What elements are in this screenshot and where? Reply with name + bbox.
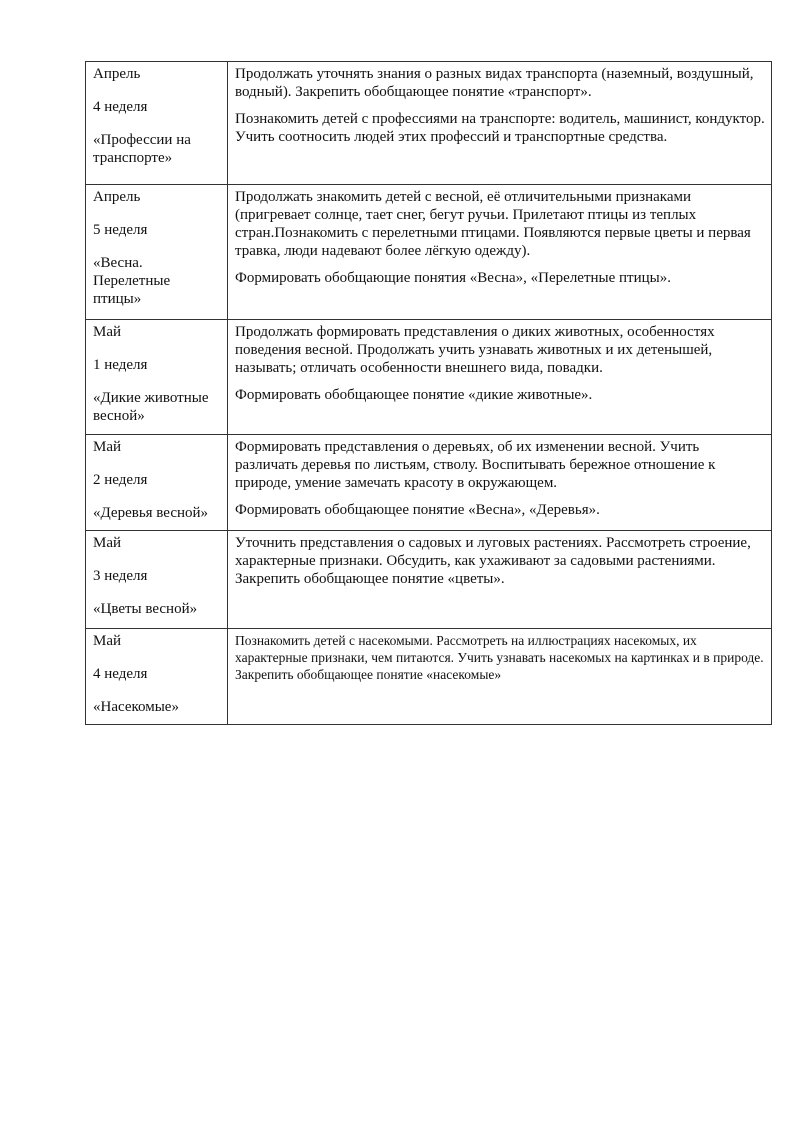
goal-paragraph: Продолжать знакомить детей с весной, её отличительными признаками (пригревает солнце, тает снег, бегут ручьи. Прилетают птицы из теплых стран.Познакомить с перелетными птицами. Появляются первые цветы и первая травка, люди надевают более лёгкую одежду).	[235, 189, 751, 259]
table-row	[86, 320, 772, 435]
topic-label: «Профессии на транспорте»	[93, 132, 191, 166]
week-label: 2 неделя	[93, 472, 148, 488]
month-label: Апрель	[93, 189, 141, 205]
period-cell	[86, 62, 228, 185]
goal-paragraph: Уточнить представления о садовых и луговых растениях. Рассмотреть строение, характерные признаки. Обсудить, как ухаживают за садовыми растениями. Закрепить обобщающее понятие «цветы».	[235, 535, 751, 587]
topic-label: «Весна. Перелетные птицы»	[93, 255, 171, 307]
month-label: Май	[93, 633, 122, 649]
table-row	[86, 629, 772, 725]
goal-paragraph: Формировать обобщающие понятия «Весна», «Перелетные птицы».	[235, 270, 671, 286]
topic-label: «Насекомые»	[93, 699, 179, 715]
goal-paragraph: Формировать представления о деревьях, об их изменении весной. Учить различать деревья по листьям, стволу. Воспитывать бережное отношение к природе, умение замечать красоту в окружающем.	[235, 439, 716, 491]
week-label: 4 неделя	[93, 99, 148, 115]
week-label: 3 неделя	[93, 568, 148, 584]
goal-paragraph: Познакомить детей с насекомыми. Рассмотреть на иллюстрациях насекомых, их характерные признаки, чем питаются. Учить узнавать насекомых на картинках и в природе. Закрепить обобщающее понятие «насекомые»	[235, 633, 764, 682]
goal-paragraph: Познакомить детей с профессиями на транспорте: водитель, машинист, кондуктор. Учить соотносить людей этих профессий и транспортные средства.	[235, 111, 765, 145]
goal-paragraph: Продолжать уточнять знания о разных видах транспорта (наземный, воздушный, водный). Закрепить обобщающее понятие «транспорт».	[235, 66, 754, 100]
period-cell	[86, 320, 228, 435]
week-label: 4 неделя	[93, 666, 148, 682]
period-cell	[86, 185, 228, 320]
goal-paragraph: Продолжать формировать представления о диких животных, особенностях поведения весной. Продолжать учить узнавать животных и их детенышей, называть; отличать особенности внешнего вида, повадки.	[235, 324, 715, 376]
goals-cell	[228, 531, 772, 629]
thematic-plan-table	[85, 61, 772, 725]
table-row	[86, 531, 772, 629]
goals-cell	[228, 435, 772, 531]
table-row	[86, 435, 772, 531]
goal-paragraph: Формировать обобщающее понятие «Весна», «Деревья».	[235, 502, 600, 518]
month-label: Май	[93, 535, 122, 551]
goals-cell	[228, 185, 772, 320]
period-cell	[86, 435, 228, 531]
period-cell	[86, 629, 228, 725]
topic-label: «Цветы весной»	[93, 601, 198, 617]
table-row	[86, 185, 772, 320]
week-label: 5 неделя	[93, 222, 148, 238]
topic-label: «Деревья весной»	[93, 505, 209, 521]
goals-cell	[228, 629, 772, 725]
week-label: 1 неделя	[93, 357, 148, 373]
month-label: Май	[93, 324, 122, 340]
goals-cell	[228, 62, 772, 185]
table-row	[86, 62, 772, 185]
goals-cell	[228, 320, 772, 435]
topic-label: «Дикие животные весной»	[93, 390, 209, 424]
month-label: Апрель	[93, 66, 141, 82]
period-cell	[86, 531, 228, 629]
month-label: Май	[93, 439, 122, 455]
goal-paragraph: Формировать обобщающее понятие «дикие животные».	[235, 387, 593, 403]
